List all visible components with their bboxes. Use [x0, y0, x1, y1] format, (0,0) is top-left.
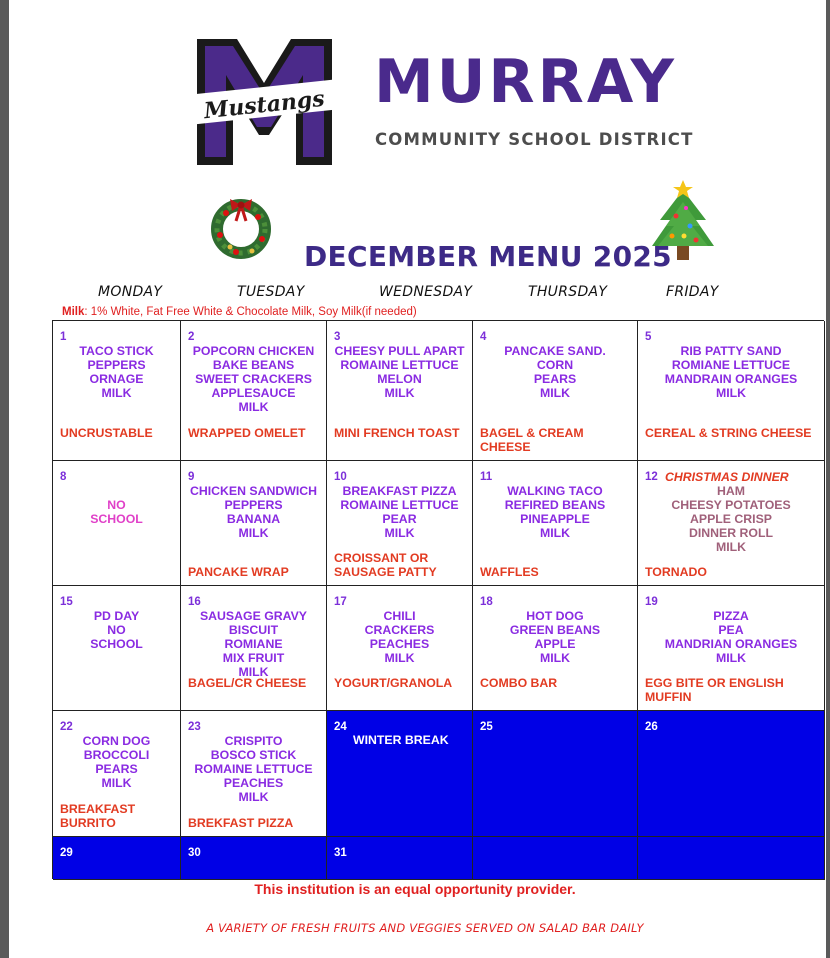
menu-items [181, 484, 326, 540]
alternate-item-line: SAUSAGE PATTY [334, 565, 437, 579]
menu-item: GREEN BEANS [509, 623, 601, 637]
day-number: 4 [480, 331, 487, 343]
menu-item: BREAKFAST PIZZA [342, 484, 457, 498]
menu-item: RIB PATTY SAND [680, 344, 782, 358]
menu-item: PEARS [95, 762, 138, 776]
menu-item: MILK [238, 665, 269, 679]
salad-bar-note: A VARIETY OF FRESH FRUITS AND VEGGIES SERVED ON SALAD BAR DAILY [206, 921, 644, 935]
menu-items [473, 484, 637, 540]
menu-item: SAUSAGE GRAVY [199, 609, 308, 623]
alternate-item-line: MINI FRENCH TOAST [334, 426, 460, 440]
menu-item [53, 484, 180, 498]
alternate-breakfast [188, 676, 322, 690]
alternate-breakfast [334, 426, 468, 440]
menu-items [638, 344, 824, 400]
menu-item: ROMIANE LETTUCE [671, 358, 791, 372]
alternate-breakfast [334, 676, 468, 690]
alternate-breakfast [188, 816, 322, 830]
menu-item: PINEAPPLE [520, 512, 590, 526]
alternate-item-line: PANCAKE WRAP [188, 565, 289, 579]
alternate-breakfast [645, 426, 820, 440]
menu-item: MILK [384, 386, 415, 400]
alternate-item-line: YOGURT/GRANOLA [334, 676, 453, 690]
menu-item: CRISPITO [224, 734, 283, 748]
milk-note-text: : 1% White, Fat Free White & Chocolate Milk, Soy Milk(if needed) [84, 306, 417, 318]
calendar-day-cell [638, 586, 825, 711]
menu-items [53, 484, 180, 526]
menu-item: BOSCO STICK [210, 748, 297, 762]
alternate-breakfast [334, 551, 468, 579]
wreath-icon [206, 195, 276, 261]
menu-item: DINNER ROLL [688, 526, 774, 540]
calendar-day-cell [327, 711, 473, 837]
calendar-day-cell [473, 461, 638, 586]
menu-item: WALKING TACO [507, 484, 603, 498]
menu-item: PEACHES [369, 637, 430, 651]
alternate-breakfast [480, 676, 633, 690]
alternate-breakfast [60, 802, 176, 830]
alternate-item-line: EGG BITE OR ENGLISH [645, 676, 784, 690]
menu-items [53, 734, 180, 790]
day-number: 25 [480, 721, 493, 733]
menu-item: MELON [377, 372, 422, 386]
day-number: 16 [188, 596, 201, 608]
menu-item: APPLESAUCE [211, 386, 296, 400]
alternate-item-line: COMBO BAR [480, 676, 558, 690]
calendar-day-cell [53, 461, 181, 586]
alternate-item-line: WRAPPED OMELET [188, 426, 306, 440]
menu-item: MILK [539, 651, 571, 665]
menu-items [53, 344, 180, 400]
calendar-day-cell [473, 837, 638, 880]
calendar-day-cell [53, 321, 181, 461]
day-number: 30 [188, 847, 201, 859]
day-number: 19 [645, 596, 658, 608]
district-name: MURRAY [374, 47, 677, 117]
menu-item: BROCCOLI [83, 748, 150, 762]
day-number: 29 [60, 847, 73, 859]
menu-item: ROMAINE LETTUCE [340, 358, 459, 372]
calendar-day-cell [53, 837, 181, 880]
day-number: 5 [645, 331, 652, 343]
menu-item: MILK [238, 526, 269, 540]
menu-items [181, 609, 326, 679]
calendar-day-cell [473, 321, 638, 461]
menu-item: BAKE BEANS [212, 358, 295, 372]
calendar-day-cell [181, 837, 327, 880]
menu-items [53, 609, 180, 651]
alternate-item-line: WAFFLES [480, 565, 539, 579]
menu-item: SCHOOL [90, 512, 143, 526]
menu-item: MILK [539, 526, 571, 540]
menu-item: CORN DOG [82, 734, 151, 748]
page-edge-right [826, 0, 830, 958]
menu-item: PANCAKE SAND. [504, 344, 606, 358]
menu-item: MILK [539, 386, 571, 400]
calendar-day-cell [473, 586, 638, 711]
day-number: 1 [60, 331, 67, 343]
calendar-day-cell [473, 711, 638, 837]
menu-calendar [52, 320, 824, 879]
alternate-breakfast [188, 565, 322, 579]
alternate-breakfast [188, 426, 322, 440]
day-header-monday: MONDAY [98, 284, 163, 300]
menu-item: ROMAINE LETTUCE [340, 498, 459, 512]
special-event-label: CHRISTMAS DINNER [665, 470, 789, 484]
milk-note [62, 306, 417, 318]
alternate-breakfast [645, 565, 820, 579]
day-number: 8 [60, 471, 67, 483]
menu-items [327, 484, 472, 540]
menu-item: NO [107, 623, 126, 637]
menu-item: MIX FRUIT [222, 651, 285, 665]
day-number: 23 [188, 721, 201, 733]
menu-item: HAM [716, 484, 745, 498]
menu-items [473, 344, 637, 400]
day-number: 31 [334, 847, 347, 859]
page-edge-left [0, 0, 9, 958]
menu-item: MILK [715, 651, 747, 665]
menu-items [181, 734, 326, 804]
menu-item: MILK [238, 790, 269, 804]
menu-item: MILK [238, 400, 269, 414]
day-header-thursday: THURSDAY [528, 284, 608, 300]
menu-item: MILK [715, 540, 747, 554]
menu-items [638, 484, 824, 554]
menu-item: MANDRAIN ORANGES [664, 372, 798, 386]
menu-item: PIZZA [713, 609, 749, 623]
day-number: 9 [188, 471, 195, 483]
alternate-item-line: TORNADO [645, 565, 707, 579]
alternate-item-line: CROISSANT OR [334, 551, 429, 565]
alternate-breakfast [480, 426, 633, 454]
calendar-day-cell [181, 586, 327, 711]
menu-item: HOT DOG [526, 609, 584, 623]
alternate-item-line: CHEESE [480, 440, 531, 454]
menu-item: PEAR [382, 512, 417, 526]
menu-item: PEA [718, 623, 744, 637]
menu-title: DECEMBER MENU 2025 [304, 240, 672, 273]
mustangs-logo [193, 35, 336, 169]
alternate-breakfast [645, 676, 820, 704]
menu-item: ORNAGE [89, 372, 144, 386]
day-number: 10 [334, 471, 347, 483]
calendar-day-cell [638, 837, 825, 880]
day-number: 15 [60, 596, 73, 608]
menu-item: CHILI [383, 609, 416, 623]
alternate-item-line: UNCRUSTABLE [60, 426, 153, 440]
alternate-item-line: BREAKFAST [60, 802, 136, 816]
calendar-day-cell [327, 461, 473, 586]
calendar-day-cell [181, 711, 327, 837]
day-number: 11 [480, 471, 493, 483]
day-number: 26 [645, 721, 658, 733]
day-number: 3 [334, 331, 341, 343]
menu-item: PEACHES [223, 776, 284, 790]
break-note: WINTER BREAK [353, 733, 449, 747]
menu-item: MILK [715, 386, 747, 400]
menu-item: CHEESY POTATOES [671, 498, 791, 512]
calendar-day-cell [53, 711, 181, 837]
menu-item: PEPPERS [224, 498, 283, 512]
calendar-day-cell [53, 586, 181, 711]
district-subtitle: COMMUNITY SCHOOL DISTRICT [375, 130, 694, 149]
alternate-item-line: MUFFIN [645, 690, 692, 704]
day-number: 24 [334, 721, 347, 733]
menu-item: POPCORN CHICKEN [192, 344, 315, 358]
menu-item: MILK [384, 526, 415, 540]
menu-item: MILK [384, 651, 415, 665]
alternate-item-line: BREKFAST PIZZA [188, 816, 294, 830]
menu-item: CRACKERS [364, 623, 435, 637]
day-header-friday: FRIDAY [666, 284, 719, 300]
menu-items [327, 344, 472, 400]
equal-opportunity-statement: This institution is an equal opportunity provider. [254, 881, 576, 897]
calendar-day-cell [327, 321, 473, 461]
menu-item: PD DAY [93, 609, 140, 623]
menu-item: MILK [101, 386, 132, 400]
alternate-breakfast [480, 565, 633, 579]
menu-item: SCHOOL [90, 637, 143, 651]
calendar-day-cell [638, 461, 825, 586]
menu-item: MILK [101, 776, 132, 790]
alternate-item-line: CEREAL & STRING CHEESE [645, 426, 812, 440]
menu-item: TACO STICK [79, 344, 154, 358]
menu-items [638, 609, 824, 665]
day-number: 22 [60, 721, 73, 733]
menu-item: ROMAINE LETTUCE [194, 762, 313, 776]
menu-items [327, 609, 472, 665]
day-number: 17 [334, 596, 347, 608]
calendar-day-cell [181, 461, 327, 586]
menu-item: MANDRIAN ORANGES [664, 637, 798, 651]
logo-script-text: Mustangs [202, 85, 326, 125]
day-number: 18 [480, 596, 493, 608]
menu-item: CHEESY PULL APART [334, 344, 465, 358]
menu-item: BANANA [226, 512, 281, 526]
menu-item: ROMIANE [224, 637, 283, 651]
milk-note-label: Milk [62, 306, 85, 318]
calendar-day-cell [638, 321, 825, 461]
menu-item: CORN [536, 358, 574, 372]
menu-item: CHICKEN SANDWICH [189, 484, 318, 498]
menu-items [473, 609, 637, 665]
alternate-breakfast [60, 426, 176, 440]
calendar-day-cell [327, 837, 473, 880]
alternate-item-line: BURRITO [60, 816, 116, 830]
day-number: 12 [645, 471, 658, 483]
menu-item: NO [107, 498, 126, 512]
calendar-day-cell [638, 711, 825, 837]
menu-item: PEARS [533, 372, 577, 386]
menu-item: SWEET CRACKERS [195, 372, 312, 386]
day-header-wednesday: WEDNESDAY [379, 284, 473, 300]
menu-item: APPLE [534, 637, 576, 651]
alternate-item-line: BAGEL/CR CHEESE [188, 676, 307, 690]
alternate-item-line: BAGEL & CREAM [480, 426, 584, 440]
day-number: 2 [188, 331, 195, 343]
calendar-day-cell [327, 586, 473, 711]
day-header-tuesday: TUESDAY [237, 284, 305, 300]
menu-item: BISCUIT [228, 623, 279, 637]
menu-item: APPLE CRISP [690, 512, 772, 526]
calendar-day-cell [181, 321, 327, 461]
menu-items [181, 344, 326, 414]
menu-item: PEPPERS [87, 358, 146, 372]
menu-item: REFIRED BEANS [504, 498, 606, 512]
